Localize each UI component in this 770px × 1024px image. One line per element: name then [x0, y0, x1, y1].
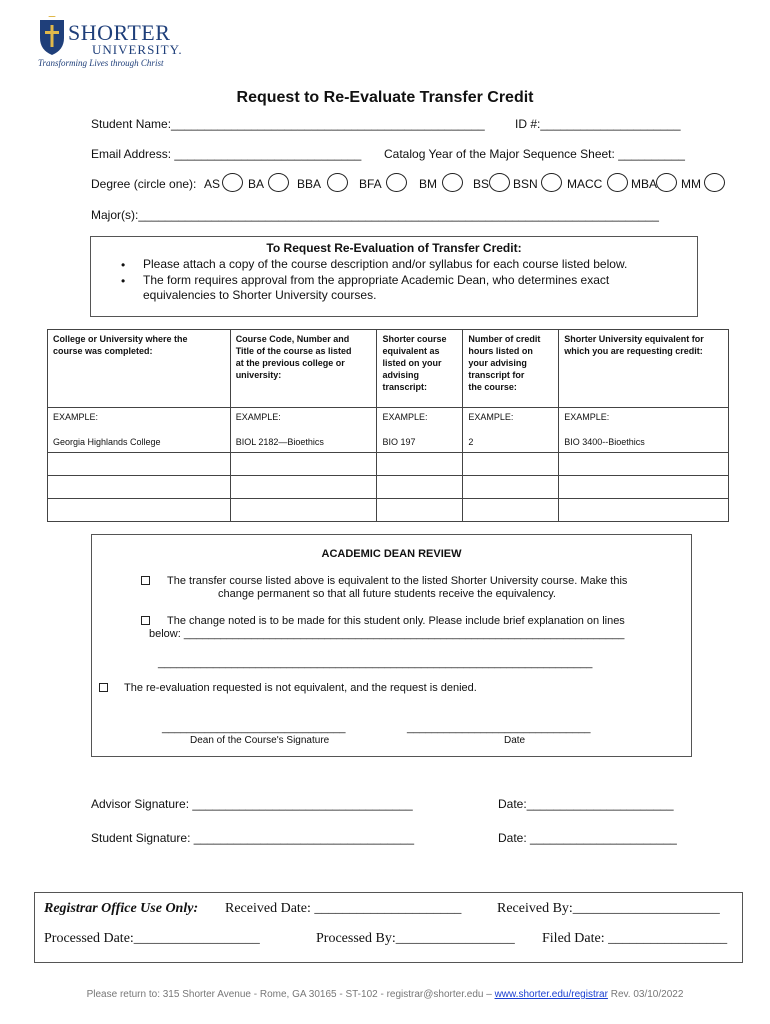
student-date-label: Date:	[498, 831, 527, 845]
degree-as: AS	[204, 177, 221, 191]
email-label: Email Address:	[91, 147, 172, 161]
degree-mba-circle[interactable]	[656, 173, 677, 192]
equivalent-option-text-2: change permanent so that all future students receive the equivalency.	[218, 588, 556, 600]
id-label: ID #:	[515, 117, 541, 131]
table-row	[48, 499, 729, 522]
student-signature-field[interactable]: _________________________________	[193, 831, 414, 845]
footer-address: Please return to: 315 Shorter Avenue - Rome, GA 30165 - ST-102 - registrar@shorter.edu –	[86, 989, 495, 1000]
table-cell[interactable]	[48, 499, 231, 522]
degree-macc: MACC	[567, 177, 603, 191]
registrar-link[interactable]: www.shorter.edu/registrar	[494, 989, 608, 1000]
degree-bba: BBA	[297, 177, 322, 191]
example-row	[48, 408, 729, 453]
degree-ba-circle[interactable]	[268, 173, 289, 192]
degree-bfa: BFA	[359, 177, 382, 191]
majors-label: Major(s):	[91, 208, 139, 222]
filed-date-field[interactable]: Filed Date: _________________	[542, 931, 728, 946]
student-date-field[interactable]: ______________________	[530, 831, 677, 845]
explanation-line-1[interactable]: below: ________________________________________________________________________	[149, 628, 625, 640]
email-field[interactable]: ____________________________	[174, 147, 362, 161]
degree-bs-circle[interactable]	[489, 173, 510, 192]
denied-checkbox[interactable]	[99, 683, 108, 692]
degree-bm-circle[interactable]	[442, 173, 463, 192]
instructions-heading: To Request Re-Evaluation of Transfer Credit:	[266, 241, 522, 255]
degree-bsn-circle[interactable]	[541, 173, 562, 192]
degree-mm: MM	[681, 177, 701, 191]
bullet-icon: •	[121, 274, 126, 288]
email-row	[91, 147, 361, 161]
table-cell[interactable]	[230, 453, 377, 476]
table-row	[48, 476, 729, 499]
advisor-date-row	[498, 797, 674, 811]
registrar-title: Registrar Office Use Only:	[44, 901, 199, 916]
majors-row	[91, 208, 659, 222]
academic-dean-review-box	[91, 534, 692, 757]
registrar-office-box	[34, 892, 743, 963]
student-only-option-text: The change noted is to be made for this student only. Please include brief explanation on lines	[167, 615, 625, 627]
explanation-line-2[interactable]: _______________________________________________________________________	[158, 657, 593, 669]
degree-mm-circle[interactable]	[704, 173, 725, 192]
denied-option-text: The re-evaluation requested is not equivalent, and the request is denied.	[124, 682, 477, 694]
header-college: College or University where the course was completed:	[48, 330, 231, 408]
bullet-icon: •	[121, 258, 126, 272]
student-name-field[interactable]: _______________________________________________	[171, 117, 485, 131]
received-by-field[interactable]: Received By:_____________________	[497, 901, 720, 916]
degree-mba: MBA	[631, 177, 658, 191]
degree-label: Degree (circle one):	[91, 177, 197, 191]
logo-subtitle: UNIVERSITY.	[92, 42, 183, 57]
degree-bm: BM	[419, 177, 437, 191]
header-course-code: Course Code, Number and Title of the course as listed at the previous college or university:	[230, 330, 377, 408]
advisor-signature-field[interactable]: _________________________________	[192, 797, 413, 811]
table-cell[interactable]	[559, 476, 729, 499]
student-name-row	[91, 117, 485, 131]
table-cell[interactable]	[377, 499, 463, 522]
table-cell[interactable]	[463, 476, 559, 499]
table-cell[interactable]	[463, 453, 559, 476]
header-shorter-equivalent: Shorter University equivalent for which you are requesting credit:	[559, 330, 729, 408]
degree-macc-circle[interactable]	[607, 173, 628, 192]
equivalent-option-text: The transfer course listed above is equivalent to the listed Shorter University course. Make this	[167, 575, 628, 587]
header-credit-hours: Number of credit hours listed on your advising transcript for the course:	[463, 330, 559, 408]
student-only-checkbox[interactable]	[141, 616, 150, 625]
student-signature-label: Student Signature:	[91, 831, 191, 845]
table-cell[interactable]	[463, 499, 559, 522]
header-shorter-course: Shorter course equivalent as listed on your advising transcript:	[377, 330, 463, 408]
example-cell: EXAMPLE: BIO 197	[377, 408, 463, 453]
university-shield-logo	[38, 16, 66, 56]
advisor-signature-row	[91, 797, 413, 811]
example-cell: EXAMPLE: 2	[463, 408, 559, 453]
id-field[interactable]: _____________________	[540, 117, 681, 131]
dean-signature-line[interactable]: ______________________________	[162, 722, 346, 734]
form-title: Request to Re-Evaluate Transfer Credit	[236, 89, 534, 106]
processed-date-field[interactable]: Processed Date:__________________	[44, 931, 260, 946]
equivalent-checkbox[interactable]	[141, 576, 150, 585]
dean-review-heading: ACADEMIC DEAN REVIEW	[321, 548, 462, 560]
table-cell[interactable]	[230, 499, 377, 522]
majors-field[interactable]: ______________________________________________________________________________	[138, 208, 659, 222]
degree-bfa-circle[interactable]	[386, 173, 407, 192]
degree-bba-circle[interactable]	[327, 173, 348, 192]
degree-bsn: BSN	[513, 177, 538, 191]
footer	[0, 989, 770, 1000]
degree-ba: BA	[248, 177, 265, 191]
advisor-signature-label: Advisor Signature:	[91, 797, 190, 811]
instruction-item: Please attach a copy of the course description and/or syllabus for each course listed below.	[143, 257, 628, 271]
table-cell[interactable]	[377, 476, 463, 499]
dean-date-label: Date	[504, 735, 526, 746]
table-cell[interactable]	[48, 476, 231, 499]
catalog-field[interactable]: __________	[618, 147, 685, 161]
catalog-label: Catalog Year of the Major Sequence Sheet:	[384, 147, 615, 161]
catalog-row	[384, 147, 685, 161]
processed-by-field[interactable]: Processed By:_________________	[316, 931, 515, 946]
revision-date: Rev. 03/10/2022	[607, 989, 684, 1000]
table-cell[interactable]	[377, 453, 463, 476]
received-date-field[interactable]: Received Date: _____________________	[225, 901, 462, 916]
advisor-date-field[interactable]: ______________________	[526, 797, 674, 811]
dean-date-line[interactable]: ______________________________	[407, 722, 591, 734]
instruction-item-continued: equivalencies to Shorter University courses.	[143, 288, 377, 302]
degree-as-circle[interactable]	[222, 173, 243, 192]
table-row	[48, 453, 729, 476]
courses-table	[47, 329, 729, 522]
logo-tagline: Transforming Lives through Christ	[38, 58, 164, 68]
id-row	[515, 117, 681, 131]
student-date-row	[498, 831, 677, 845]
example-cell: EXAMPLE: Georgia Highlands College	[48, 408, 231, 453]
student-name-label: Student Name:	[91, 117, 172, 131]
table-cell[interactable]	[559, 499, 729, 522]
instruction-item: The form requires approval from the appropriate Academic Dean, who determines exact	[143, 273, 610, 287]
logo-wordmark: SHORTER	[68, 20, 171, 45]
example-cell: EXAMPLE: BIO 3400--Bioethics	[559, 408, 729, 453]
table-cell[interactable]	[48, 453, 231, 476]
table-header-row	[48, 330, 729, 408]
student-signature-row	[91, 831, 414, 845]
table-cell[interactable]	[559, 453, 729, 476]
instructions-box	[90, 236, 698, 317]
advisor-date-label: Date:	[498, 797, 527, 811]
example-cell: EXAMPLE: BIOL 2182—Bioethics	[230, 408, 377, 453]
table-cell[interactable]	[230, 476, 377, 499]
dean-signature-label: Dean of the Course's Signature	[190, 735, 330, 746]
degree-bs: BS	[473, 177, 490, 191]
